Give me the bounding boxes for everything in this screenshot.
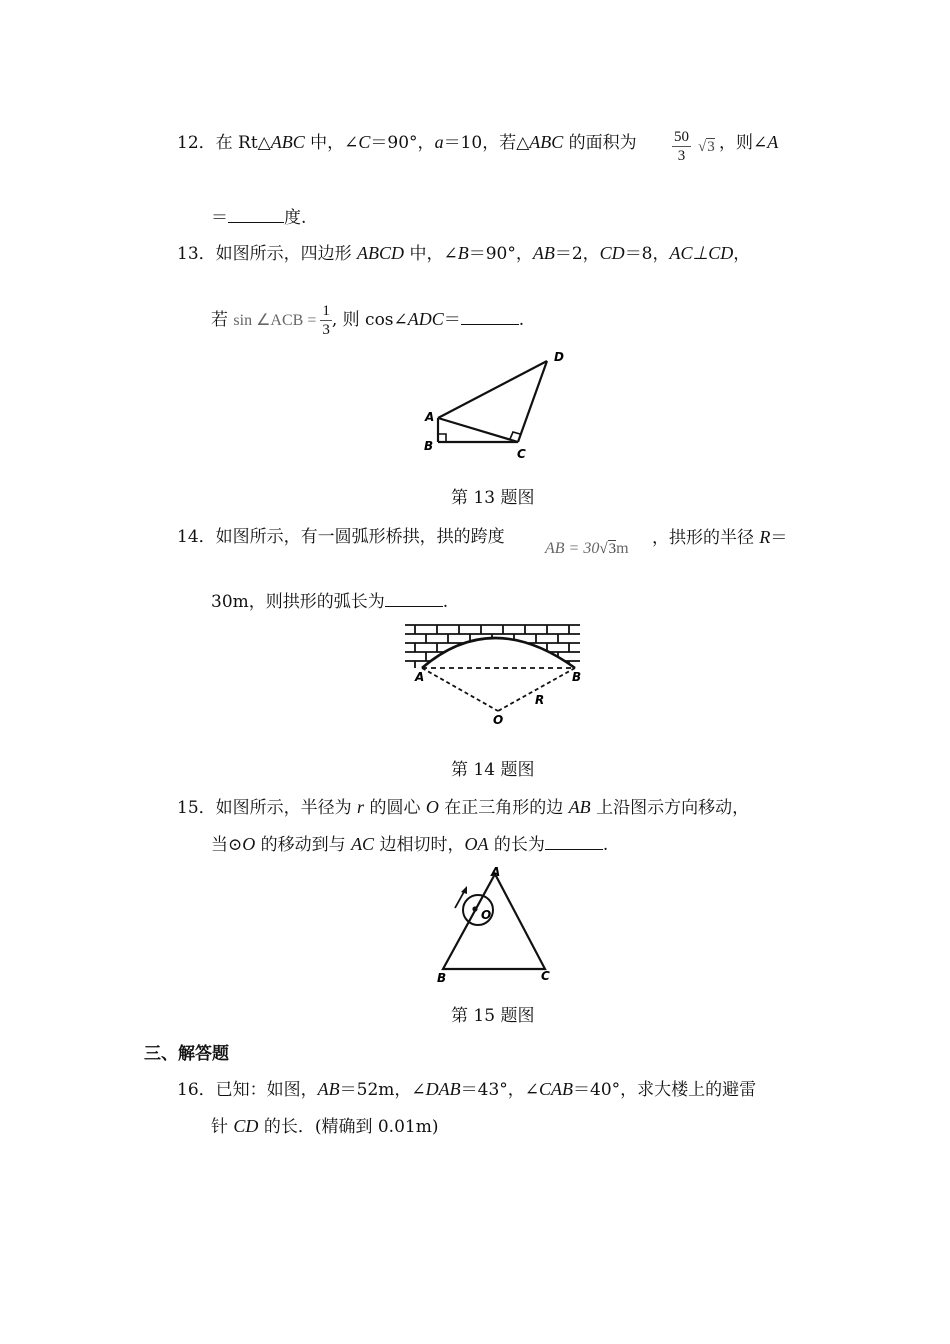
q12-sqrt: √3 (698, 139, 715, 155)
q16-number: 16． (177, 1080, 216, 1100)
q15-line1: 15．如图所示，半径为 r 的圆心 O 在正三角形的边 AB 上沿图示方向移动， (177, 797, 750, 818)
q15-arrow-icon (461, 886, 467, 894)
q14-line1-end: ，拱形的半径 R＝ (652, 527, 788, 548)
q14-label-b: B (572, 670, 582, 684)
q13-line2: 若 sin ∠ACB = $\frac{1}{3}$ , 则 cos∠ADC＝ . (211, 303, 525, 338)
q15-label-b: B (437, 971, 447, 985)
q15-label-c: C (541, 969, 550, 983)
q13-right-angle-b (438, 434, 446, 442)
q15-figure (425, 862, 565, 987)
section-title: 三、解答题 (144, 1044, 229, 1064)
q13-label-d: D (554, 350, 564, 364)
q13-label-b: B (424, 439, 434, 453)
q16-line2: 针 CD 的长．(精确到 0.01m) (211, 1116, 439, 1137)
q12-line1-end: ，则∠A (719, 132, 779, 153)
q14-answer-blank[interactable] (385, 588, 443, 607)
q14-span-formula: AB = 30√3m (545, 540, 629, 557)
q13-figure (415, 345, 575, 465)
q15-label-o: O (481, 908, 492, 922)
q14-number: 14． (177, 527, 216, 547)
q12-line1: 12．在 Rt△ABC 中，∠C＝90°，a＝10，若△ABC 的面积为 (177, 132, 637, 153)
q15-line2: 当⊙O 的移动到与 AC 边相切时，OA 的长为 . (211, 831, 608, 857)
q13-line1: 13．如图所示，四边形 ABCD 中，∠B＝90°，AB＝2，CD＝8，AC⊥CD， (177, 243, 751, 264)
q15-caption: 第 15 题图 (451, 1006, 535, 1026)
q15-triangle (443, 874, 545, 969)
q15-answer-blank[interactable] (545, 831, 603, 850)
q13-segment-ac (438, 418, 518, 442)
q14-caption: 第 14 题图 (451, 760, 535, 780)
q14-label-a: A (415, 670, 425, 684)
q14-line1: 14．如图所示，有一圆弧形桥拱，拱的跨度 (177, 527, 505, 547)
q15-number: 15． (177, 798, 216, 818)
q14-brick-wall (405, 623, 580, 670)
q16-line1: 16．已知：如图，AB＝52m，∠DAB＝43°，∠CAB＝40°，求大楼上的避雷 (177, 1079, 757, 1100)
q12-number: 12． (177, 133, 216, 153)
q14-radius-oa (422, 668, 498, 711)
q15-center-dot (472, 906, 477, 911)
q13-label-a: A (425, 410, 435, 424)
q13-label-c: C (517, 447, 526, 461)
q13-answer-blank[interactable] (461, 306, 519, 325)
q14-line2: 30m，则拱形的弧长为 . (211, 588, 448, 614)
q14-figure (400, 618, 590, 730)
q13-sin-fraction: $\frac{1}{3}$ (322, 303, 330, 338)
q12-answer-blank[interactable] (228, 204, 284, 223)
q13-caption: 第 13 题图 (451, 488, 535, 508)
q13-number: 13． (177, 244, 216, 264)
q12-area-fraction: $\frac{50}{3}$ (674, 129, 689, 164)
q12-line2: ＝ 度. (211, 204, 306, 230)
q15-label-a: A (491, 865, 501, 879)
q14-label-r: R (535, 693, 545, 707)
q14-label-o: O (493, 713, 504, 727)
